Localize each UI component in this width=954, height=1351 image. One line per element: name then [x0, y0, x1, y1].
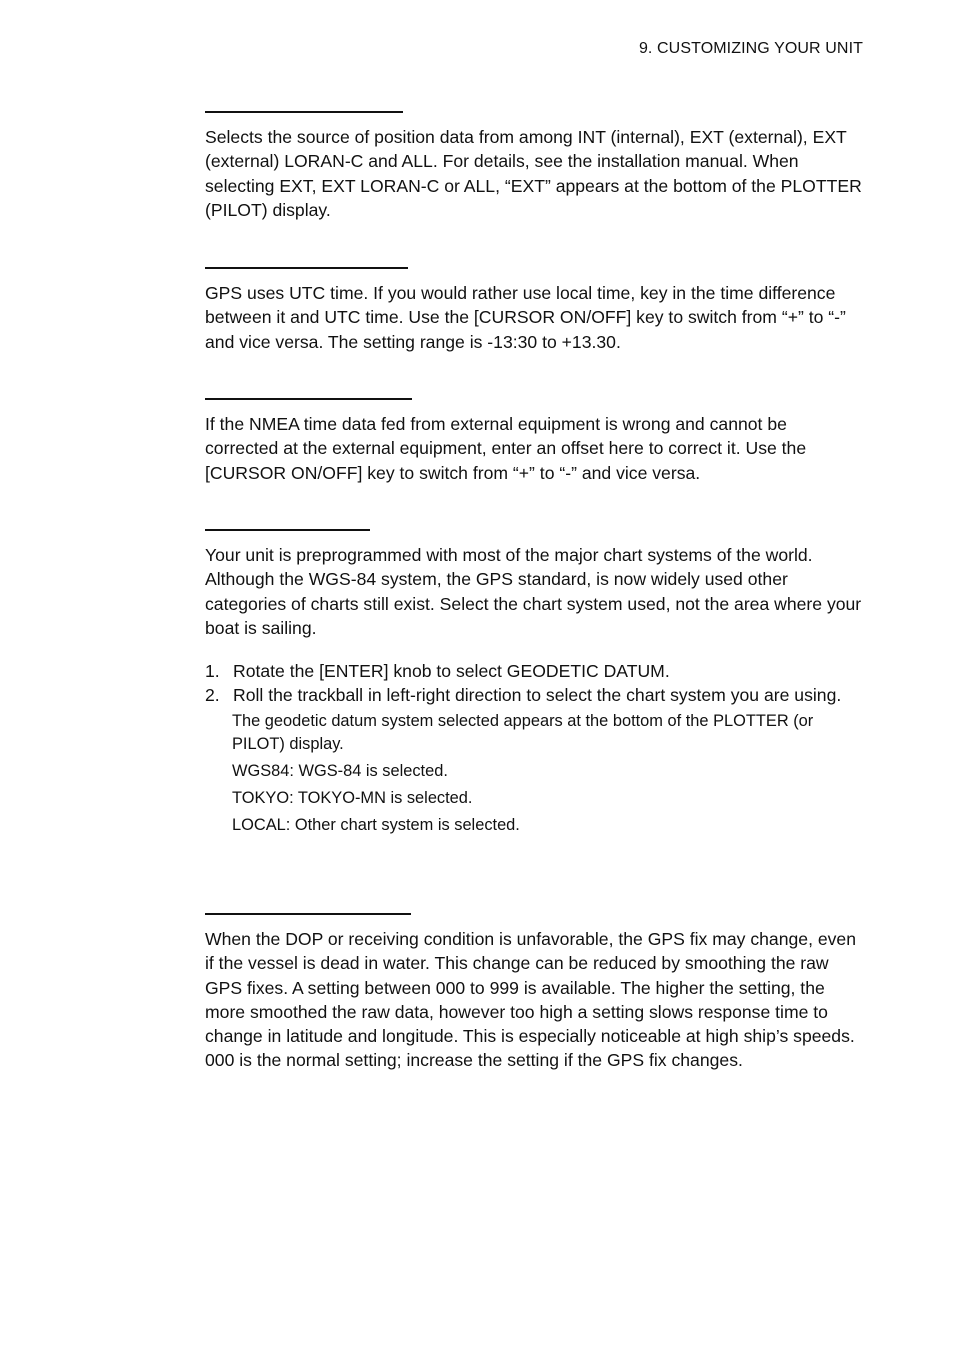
- datum-notes: [232, 710, 865, 837]
- section-text: If the NMEA time data fed from external equipment is wrong and cannot be corrected at the external equipment, enter an offset here to correct it. Use the [CURSOR ON/OFF] key to switch from “+” to “-” and vice versa.: [205, 414, 807, 483]
- step-number: 2.: [205, 685, 220, 706]
- procedure-step: [205, 683, 865, 707]
- procedure-steps: [205, 659, 865, 708]
- section-text: Your unit is preprogrammed with most of the major chart systems of the world. Although the WGS-84 system, the GPS standard, is now widely used other categories of charts still exist. Select the chart system used, not the area where your boat is sailing.: [205, 545, 862, 638]
- section-nmea-time-offset: [205, 398, 865, 485]
- section-text: When the DOP or receiving condition is unfavorable, the GPS fix may change, even if the vessel is dead in water. This change can be reduced by smoothing the raw GPS fixes. A setting between 000 to 999 is available. The higher the setting, the more smoothed the raw data, however too high a setting slows response time to change in latitude and longitude. This is especially noticeable at high ship’s speeds. 000 is the normal setting; increase the setting if the GPS fix changes.: [205, 929, 856, 1071]
- step-number: 1.: [205, 661, 220, 682]
- running-header: 9. CUSTOMIZING YOUR UNIT: [638, 40, 863, 57]
- procedure-step: [205, 659, 865, 683]
- section-geodetic-datum: [205, 529, 865, 837]
- section-smoothing: [205, 913, 865, 1073]
- datum-note: TOKYO: TOKYO-MN is selected.: [232, 788, 473, 807]
- datum-note: LOCAL: Other chart system is selected.: [232, 815, 520, 834]
- section-text: Selects the source of position data from among INT (internal), EXT (external), EXT (external) LORAN-C and ALL. For details, see the installation manual. When selecting EXT, EXT LORAN-C or ALL, “EXT” appears at the bottom of the PLOTTER (PILOT) display.: [205, 127, 862, 220]
- section-position-source: [205, 111, 865, 222]
- datum-note: WGS84: WGS-84 is selected.: [232, 761, 448, 780]
- datum-note: The geodetic datum system selected appears at the bottom of the PLOTTER (or PILOT) display.: [232, 711, 814, 753]
- step-text: Roll the trackball in left-right direction to select the chart system you are using.: [233, 685, 842, 706]
- step-text: Rotate the [ENTER] knob to select GEODETIC DATUM.: [233, 661, 670, 682]
- section-time-offset: [205, 267, 865, 354]
- section-text: GPS uses UTC time. If you would rather use local time, key in the time difference between it and UTC time. Use the [CURSOR ON/OFF] key to switch from “+” to “-” and vice versa. The setting range is -13:30 to +13.30.: [205, 283, 846, 352]
